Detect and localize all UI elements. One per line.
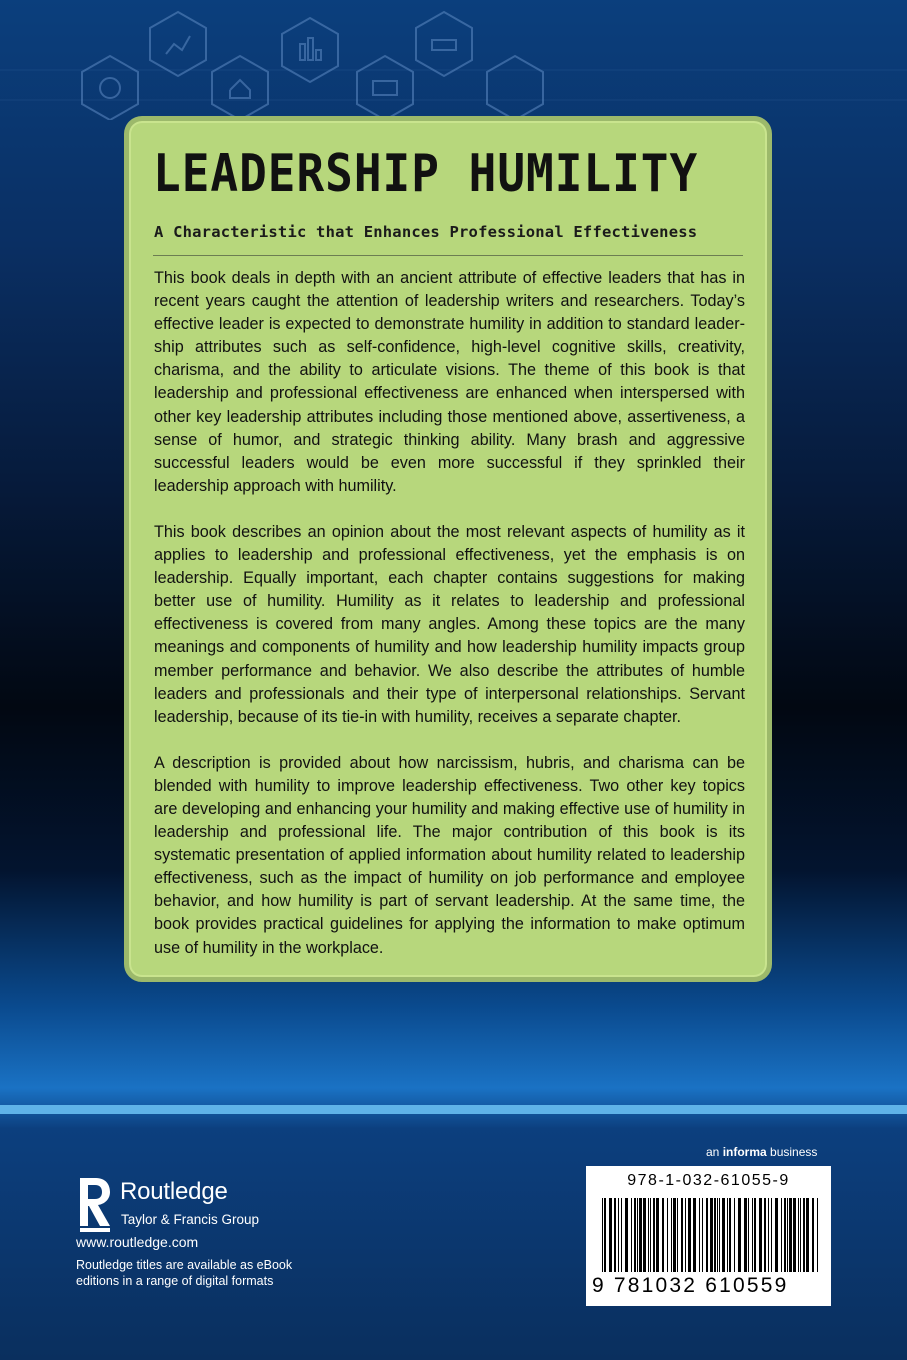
blurb-text [154,267,745,983]
isbn-digits: 9 781032 610559 [592,1274,789,1297]
publisher-website: www.routledge.com [76,1234,199,1250]
chart-icon [150,12,206,76]
informa-prefix: an [706,1145,723,1159]
book-title: LEADERSHIP HUMILITY [153,143,699,204]
accent-stripe [0,1105,907,1114]
title-divider [153,255,743,256]
blurb-paragraph-2: This book describes an opinion about the most relevant aspects of humility as it applies to leadership and professional effectiveness, yet the emphasis is on leadership. Equally important, each chapter contains suggestions for making better use of humility. Humility as it relates to leadership and professional effectiveness is covered from many angles. Among these topics are the many meanings and components of humility and how leadership humility impacts group member performance and behavior. We also describe the attributes of humble leaders and professionals and their type of interpersonal relationships. Servant leadership, because of its tie-in with humility, receives a separate chapter. [154,522,745,726]
publisher-name: Routledge [120,1178,228,1205]
ebook-note: Routledge titles are available as eBook editions in a range of digital formats [76,1258,293,1288]
bar-chart-icon [282,18,338,82]
gold-bars-icon [416,12,472,76]
isbn-hyphenated: 978-1-032-61055-9 [627,1172,790,1189]
informa-brand: informa [722,1145,767,1159]
banknote-icon [357,56,413,120]
dollar-coin-icon [82,56,138,120]
description-panel [124,116,772,982]
informa-tagline [706,1145,817,1159]
hexagon-decor [487,56,543,120]
book-subtitle: A Characteristic that Enhances Professional Effectiveness [154,223,698,241]
isbn-barcode [586,1166,831,1306]
barcode-bars [600,1198,822,1272]
hexagon-icon-row [0,0,907,120]
informa-suffix: business [766,1145,818,1159]
routledge-logo-icon [76,1176,112,1234]
publisher-group: Taylor & Francis Group [121,1212,260,1227]
blurb-paragraph-1: This book deals in depth with an ancient attribute of effective leaders that has in recent years caught the attention of leadership writers and researchers. Today’s effective leader is expected to demonstrate humility in addition to standard leadership attributes such as self-confidence, high-level cognitive skills, creativity, charisma, and the ability to articulate visions. The theme of this book is that leadership and professional effectiveness are enhanced when interspersed with other key leadership attributes including those mentioned above, assertiveness, a sense of humor, and strategic thinking ability. Many brash and aggressive successful leaders would be even more successful if they sprinkled their leadership approach with humility. [154,269,745,495]
home-icon [212,56,268,120]
blurb-paragraph-3: A description is provided about how narcissism, hubris, and charisma can be blended with humility to improve leadership effectiveness. Two other key topics are developing and enhancing your humility and making effective use of humility in leadership and professional life. The major contribution of this book is its systematic presentation of applied information about humility related to leadership effectiveness, such as the impact of humility on job performance and employee behavior, and how humility is part of servant leadership. At the same time, the book provides practical guidelines for applying the information to make optimum use of humility in the workplace. [154,753,745,957]
